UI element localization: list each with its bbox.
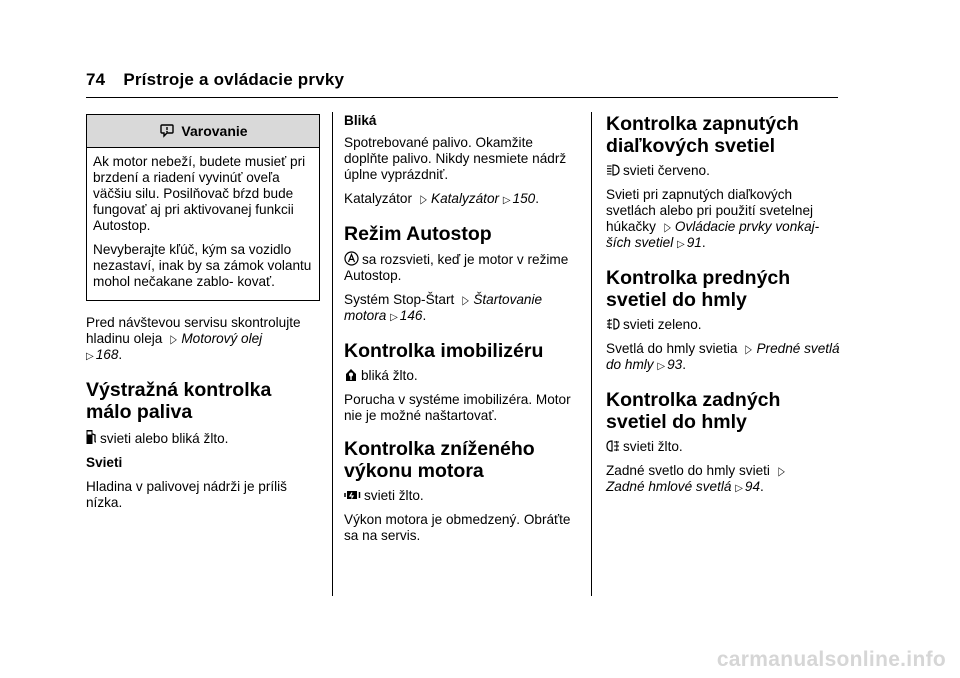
rear-fog-ref-link[interactable]: Zadné hmlové svetlá [606,479,732,494]
stopstart-ref-link[interactable]: Štartovanie motora [344,292,543,323]
column-divider-1 [332,112,333,596]
blika-label: Bliká [344,113,377,128]
front-fog-icon [606,317,620,331]
rear-fog-page-link[interactable]: 94 [744,479,761,494]
front-fog-paragraph: Svetlá do hmly svietia ▷ Predné svetlá do hmly ▷ 93. [606,341,840,372]
service-text: Pred návštevou servisu skontrolujte hladinu oleja [86,315,301,346]
page-ref-icon: ▷ [657,361,666,372]
immobilizer-icon [344,368,358,382]
see-reference-icon: ▷ [420,192,427,206]
warning-body [87,148,319,300]
column-2 [344,113,580,552]
see-reference-icon: ▷ [462,293,469,307]
service-page-link[interactable]: 168 [95,347,119,362]
reduced-power-text: Výkon motora je obmedzený. Obráťte sa na servis. [344,512,571,543]
page-ref-icon: ▷ [390,312,398,323]
autostop-heading: Režim Autostop [344,223,492,245]
stopstart-page-link[interactable]: 146 [399,308,423,323]
service-paragraph: Pred návštevou servisu skontrolujte hladinu oleja ▷ Motorový olej ▷ 168. [86,315,301,362]
see-reference-icon: ▷ [778,464,785,478]
see-reference-icon: ▷ [745,342,753,356]
front-fog-page-link[interactable]: 93 [667,357,683,372]
rear-fog-icon-text: svieti žlto. [623,439,683,454]
immobilizer-text: Porucha v systéme imobilizéra. Motor nie je možné naštartovať. [344,392,571,423]
warning-paragraph-1: Ak motor nebeží, budete musieť pri brzdení a riadení vyvinúť oveľa väčšiu silu. Posilňovač bŕzd bude fungovať aj pri aktivovanej funkcii Autostop. [93,154,306,233]
column-divider-2 [591,112,592,596]
warning-title: Varovanie [181,123,248,139]
front-fog-icon-line [606,317,842,333]
warning-icon [158,122,176,140]
immobilizer-heading: Kontrolka imobilizéru [344,340,544,362]
rear-fog-icon-line [606,439,842,455]
catalyst-page-link[interactable]: 150 [512,191,536,206]
rear-fog-text: Zadné svetlo do hmly svieti [606,463,770,478]
reduced-power-icon-text: svieti žlto. [364,488,424,503]
rear-fog-icon [606,439,620,453]
watermark: carmanualsonline.info [716,648,946,671]
fuel-icon-line [86,429,322,447]
page-ref-icon: ▷ [735,483,743,494]
reduced-power-icon [344,488,361,502]
reduced-power-heading: Kontrolka zníženého výkonu motora [344,438,535,482]
page-number: 74 [86,70,106,89]
high-beam-paragraph: Svieti pri zapnutých diaľkových svetlách alebo pri použití svetelnej húkačky ▷ Ovládacie prvky vonkaj- ších svetiel ▷ 91. [606,187,820,250]
warning-header [87,115,319,148]
fuel-pump-icon [86,429,97,445]
blika-text: Spotrebované palivo. Okamžite doplňte palivo. Nikdy nesmiete nádrž úplne vyprázdniť. [344,135,567,182]
autostop-paragraph [344,251,580,284]
column-3 [606,113,842,505]
fuel-icon-text: svieti alebo bliká žlto. [100,431,229,446]
svieti-label: Svieti [86,455,123,470]
service-ref-link[interactable]: Motorový olej [181,331,263,346]
autostop-text: sa rozsvieti, keď je motor v režime Autostop. [344,252,569,283]
page-header [86,70,344,90]
rear-fog-heading: Kontrolka zadných svetiel do hmly [606,389,781,433]
catalyst-ref-link[interactable]: Katalyzátor [431,191,500,206]
high-beam-icon-line [606,163,842,179]
see-reference-icon: ▷ [664,220,671,234]
fuel-heading: Výstražná kontrolka málo paliva [86,379,272,423]
page-ref-icon: ▷ [502,195,511,206]
immobilizer-icon-line [344,368,580,384]
catalyst-paragraph: Katalyzátor ▷ Katalyzátor ▷ 150. [344,191,539,206]
immobilizer-icon-text: bliká žlto. [361,368,418,383]
page-title: Prístroje a ovládacie prvky [123,70,345,89]
high-beam-heading: Kontrolka zapnutých diaľkových svetiel [606,113,799,157]
front-fog-heading: Kontrolka predných svetiel do hmly [606,267,791,311]
header-rule [86,97,838,98]
high-beam-page-link[interactable]: 91 [686,235,702,250]
column-1 [86,114,322,519]
catalyst-text: Katalyzátor [344,191,413,206]
page-ref-icon: ▷ [677,239,685,250]
warning-box [86,114,320,301]
see-reference-icon: ▷ [170,332,177,346]
stopstart-paragraph: Systém Stop-Štart ▷ Štartovanie motora ▷ 146. [344,292,543,323]
high-beam-ref-link[interactable]: Ovládacie prvky vonkaj- ších svetiel [606,219,820,250]
stopstart-text: Systém Stop-Štart [344,292,455,307]
front-fog-ref-link[interactable]: Predné svetlá do hmly [606,341,840,372]
page-ref-icon: ▷ [86,351,94,362]
front-fog-icon-text: svieti zeleno. [623,317,702,332]
svieti-text: Hladina v palivovej nádrži je príliš nízka. [86,479,287,510]
autostop-icon [344,251,359,266]
high-beam-icon [606,163,620,177]
warning-paragraph-2: Nevyberajte kľúč, kým sa vozidlo nezastaví, inak by sa zámok volantu mohol nečakane zablo- kovať. [93,242,312,289]
rear-fog-paragraph: Zadné svetlo do hmly svieti ▷ Zadné hmlové svetlá ▷ 94. [606,463,785,494]
high-beam-icon-text: svieti červeno. [623,163,710,178]
reduced-power-icon-line [344,488,580,504]
front-fog-text: Svetlá do hmly svietia [606,341,738,356]
high-beam-text: Svieti pri zapnutých diaľkových svetlách alebo pri použití svetelnej húkačky [606,187,814,234]
